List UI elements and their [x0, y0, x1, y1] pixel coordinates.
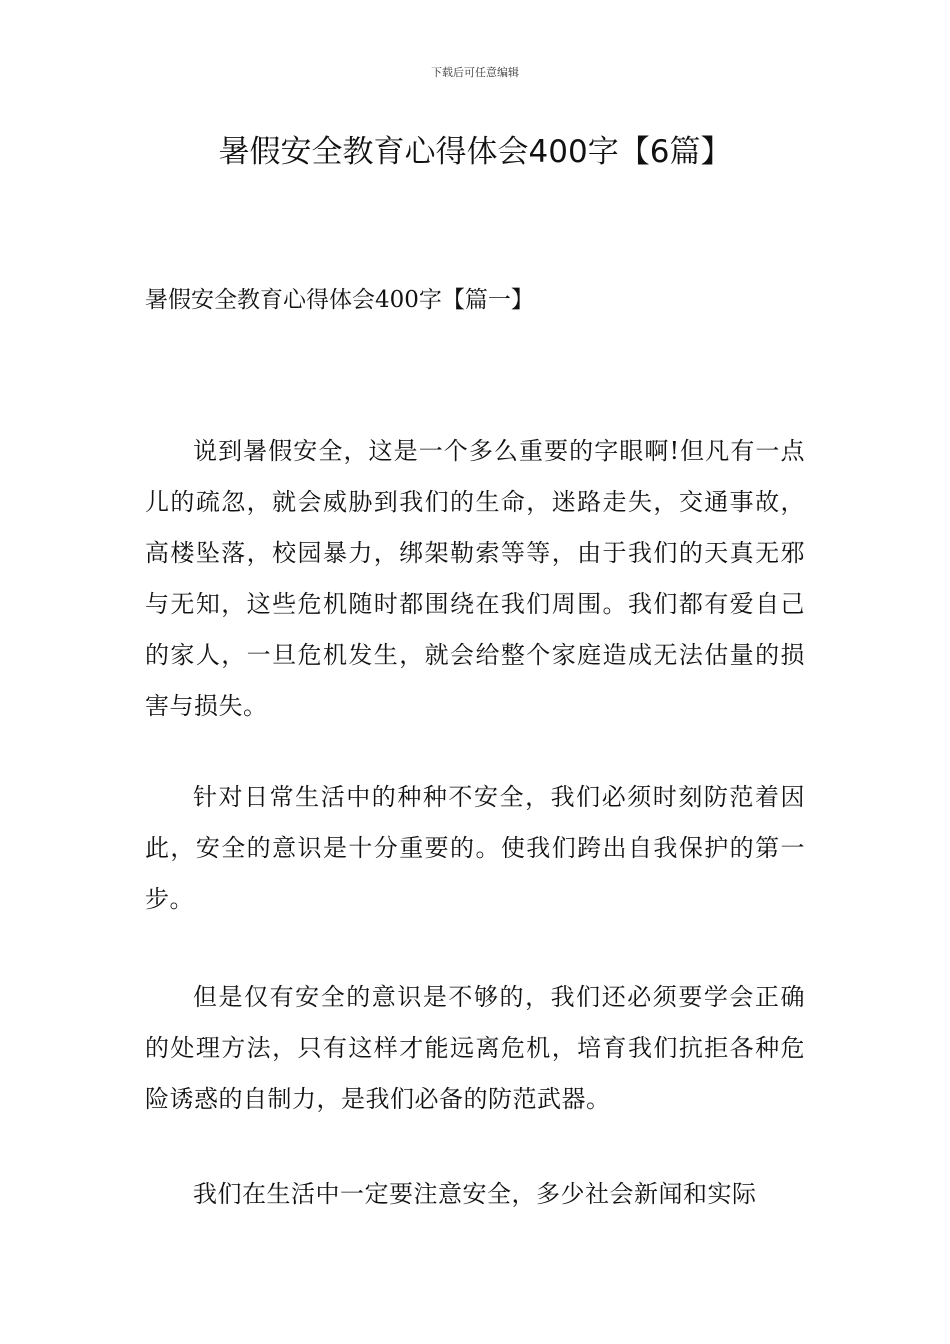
- body-paragraph-4: 我们在生活中一定要注意安全，多少社会新闻和实际: [193, 1180, 757, 1208]
- section-title: 暑假安全教育心得体会400字【篇一】: [145, 287, 534, 313]
- body-paragraph-2: 针对日常生活中的种种不安全，我们必须时刻防范着因此，安全的意识是十分重要的。使我们跨出自我保护的第一步。: [145, 783, 805, 913]
- body-paragraph-3: 但是仅有安全的意识是不够的，我们还必须要学会正确的处理方法，只有这样才能远离危机，培育我们抗拒各种危险诱惑的自制力，是我们必备的防范武器。: [145, 983, 805, 1113]
- document-title: 暑假安全教育心得体会400字【6篇】: [218, 134, 732, 170]
- header-note: 下载后可任意编辑: [431, 66, 519, 79]
- body-paragraph-1: 说到暑假安全，这是一个多么重要的字眼啊!但凡有一点儿的疏忽，就会威胁到我们的生命，迷路走失，交通事故，高楼坠落，校园暴力，绑架勒索等等，由于我们的天真无邪与无知，这些危机随时都围绕在我们周围。我们都有爱自己的家人，一旦危机发生，就会给整个家庭造成无法估量的损害与损失。: [145, 437, 805, 720]
